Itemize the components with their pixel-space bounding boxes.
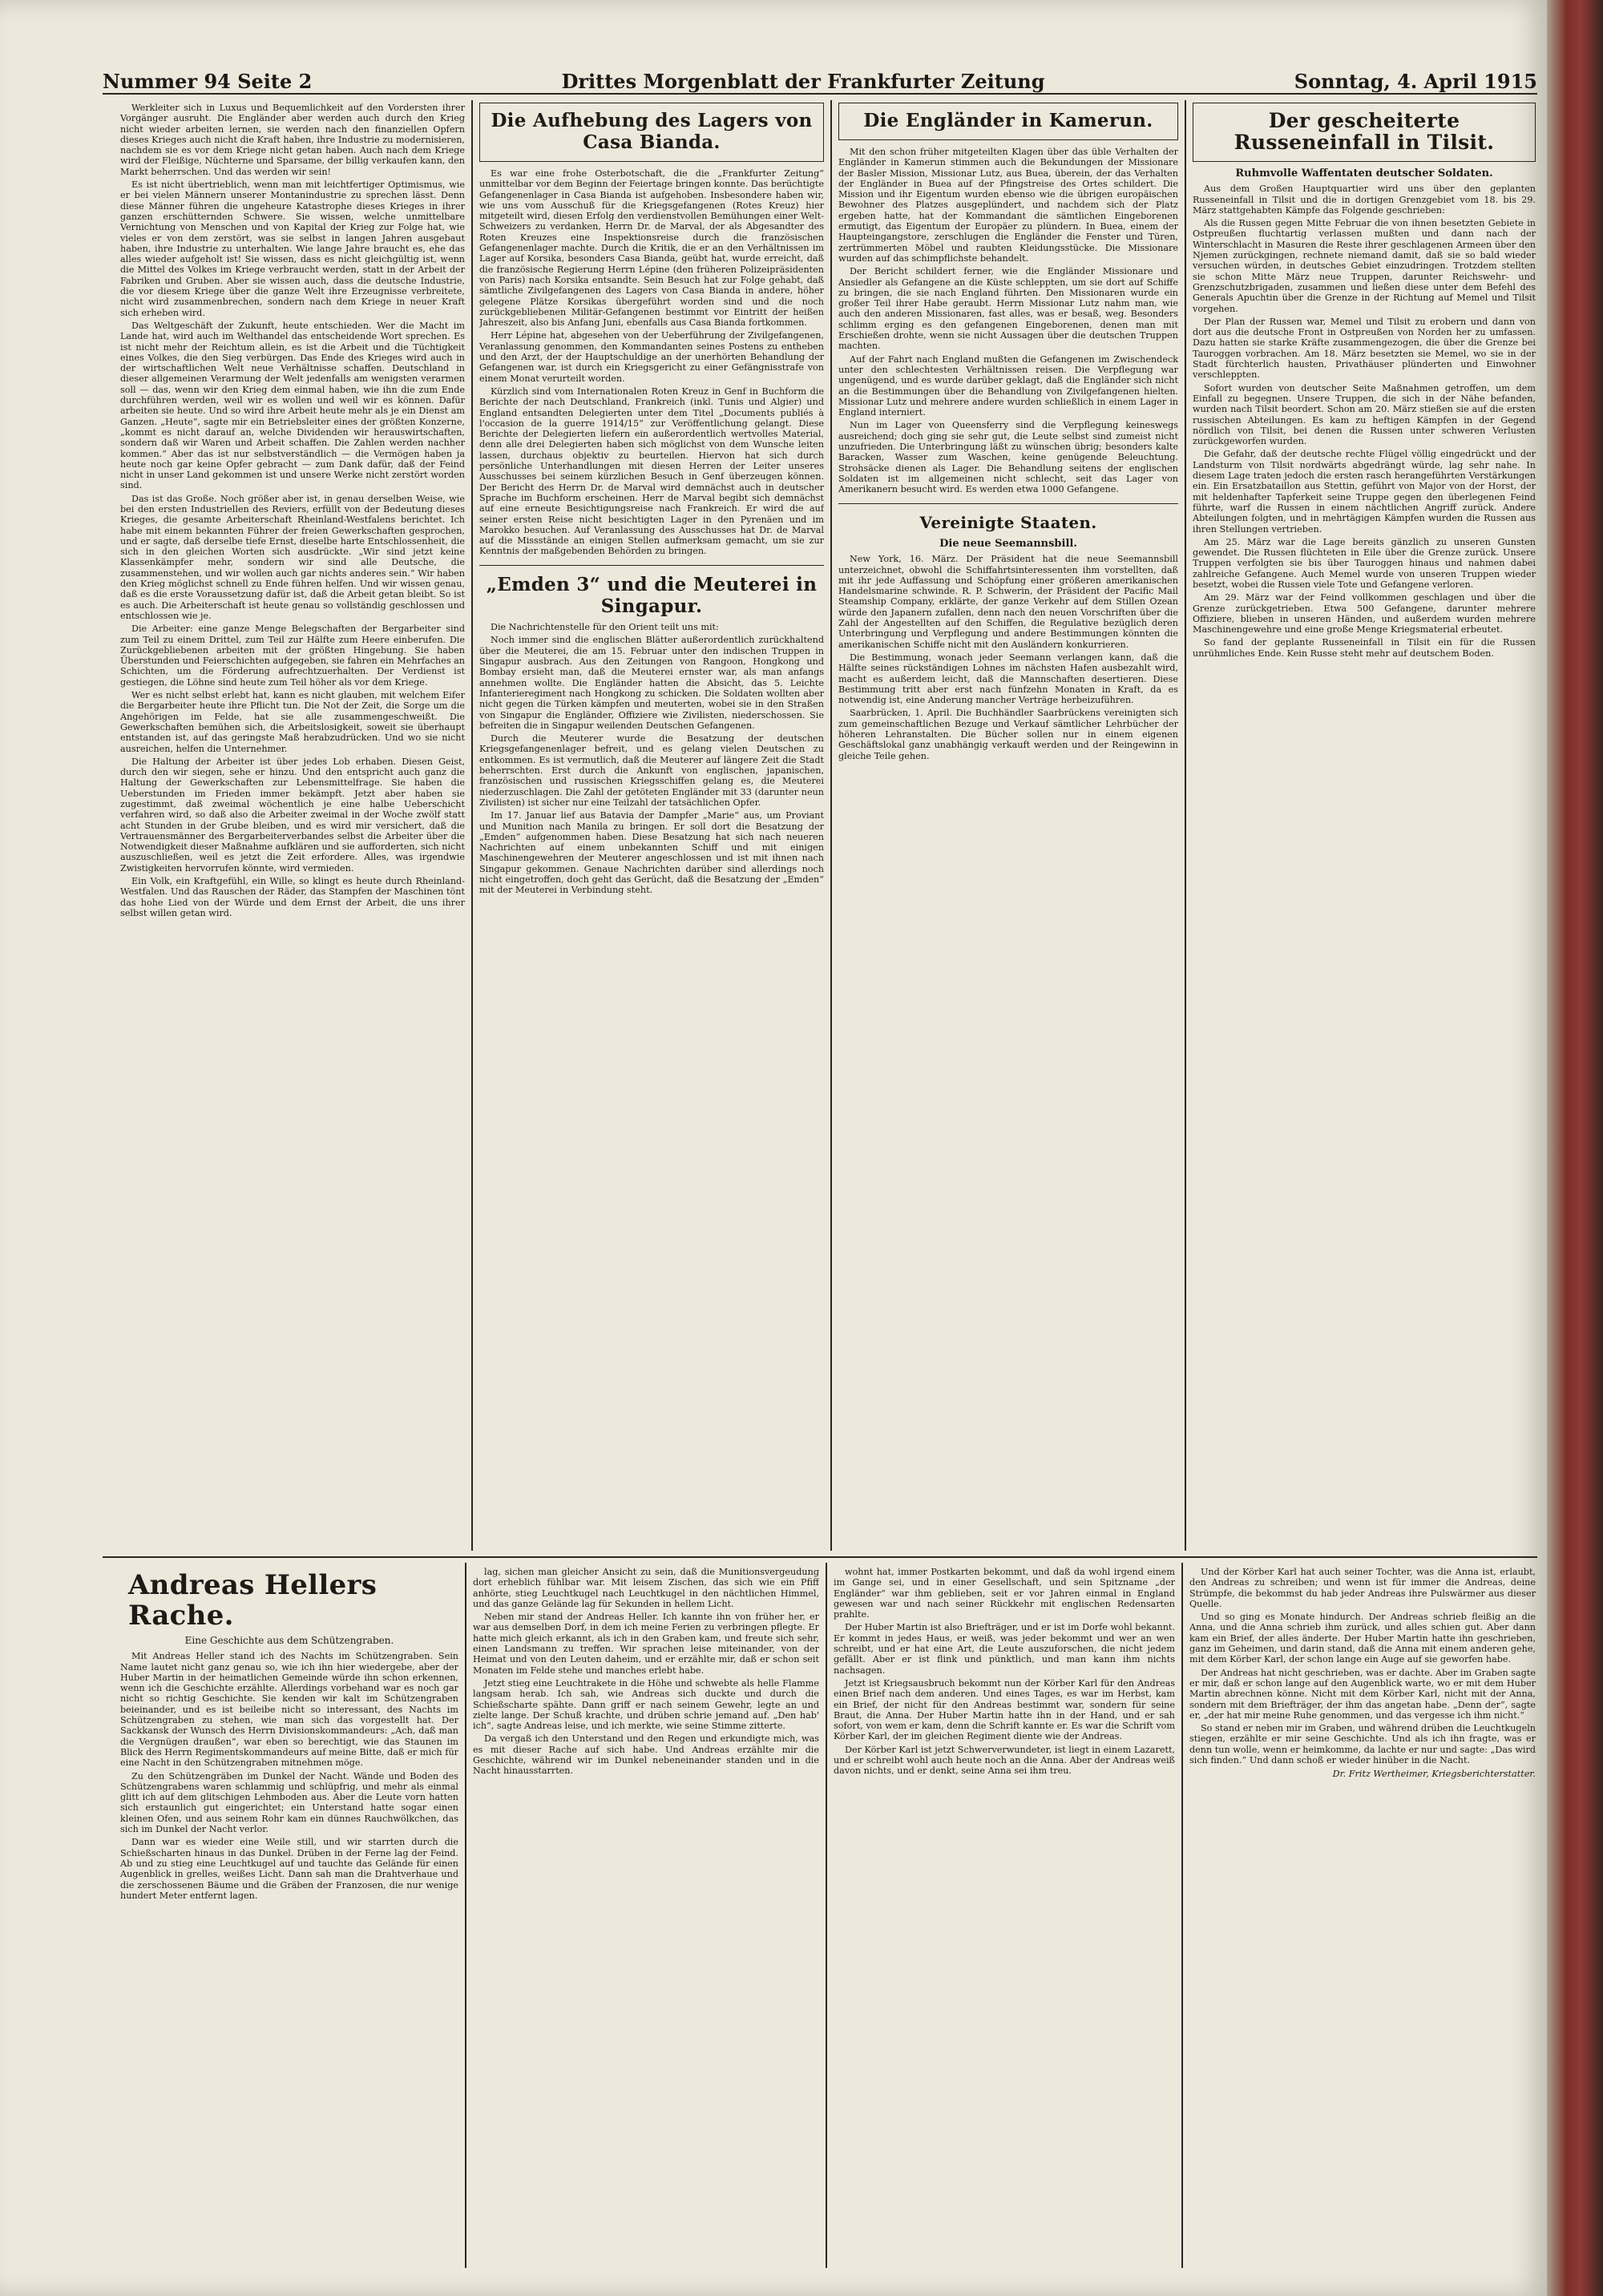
paragraph: wohnt hat, immer Postkarten bekommt, und daß da wohl irgend einem im Gange sei, und in einer Gesellschaft, und sein Spitzname „der Engländer“ war ihm geblieben, seit er vor Jahren einmal in England gewesen war und nach seiner Rückkehr mit englischen Redensarten prahlte. [834, 1567, 1175, 1620]
paragraph: lag, sichen man gleicher Ansicht zu sein, daß die Munitionsvergeudung dort erheblich fühlbar war. Mit leisem Zischen, das sich wie ein Pfiff anhörte, stieg Leuchtkugel nach Leuchtkugel in den nächtlichen Himmel, und das ganze Gelände lag für Sekunden in hellem Licht. [473, 1567, 819, 1609]
paragraph: Die Bestimmung, wonach jeder Seemann verlangen kann, daß die Hälfte seines rückständigen Lohnes im nächsten Hafen ausbezahlt wird, macht es außerdem leicht, daß die Mannschaften desertieren. Diese Bestimmung tritt aber erst nach fünfzehn Monaten in Kraft, da es notwendig ist, eine Anderung mancher Verträge herbeizuführen. [838, 652, 1178, 706]
article-subhead: Die neue Seemannsbill. [939, 538, 1077, 550]
paragraph: Mit den schon früher mitgeteilten Klagen über das üble Verhalten der Engländer in Kamerun stimmen auch die Bekundungen der Missionare der Basler Mission, Missionar Lutz, aus Buea, überein, der das Verhalten der Engländer in Buea auf der Pfingstreise des Ortes schildert. Die Mission und ihr Eigentum wurden ebenso wie die übrigen europäischen Bewohner des Platzes ausgeplündert, und nachdem sich der Platz ergeben hatte, hat der Kommandant die sämtlichen Eingeborenen ermutigt, das Eigentum der Europäer zu plündern. In Buea, einem der Haupteingangstore, zerschlugen die Engländer die Fenster und Türen, zertrümmerten Möbel und raubten Kleidungsstücke. Die Missionare wurden auf das schimpflichste behandelt. [838, 147, 1178, 264]
feuilleton-column-3 [834, 1567, 1175, 2264]
paragraph: Mit Andreas Heller stand ich des Nachts im Schützengraben. Sein Name lautet nicht ganz genau so, wie ich ihn hier wiedergebe, aber der Huber Martin in der heimatlichen Gemeinde würde ihn schon erkennen, wenn ich die Geschichte erzählte. Allerdings vorbehand war es noch gar nicht so richtig Geschichte. Sie kenden wir kalt im Schützengraben beieinander, und es ist beileibe nicht so interessant, des Nachts im Schützengraben zu stehen, wie man sich das vorgestellt hat. Der Sackkansk der Wunsch des Herrn Divisionskommandeurs: „Ach, daß man die Vergnügen draußen“, war eben so berechtigt, wie das Staunen im Blick des Herrn Regimentskommandeurs auf meine Bitte, daß er mich für eine Nacht in den Schützengraben mitnehmen möge. [120, 1651, 458, 1769]
paragraph: Aus dem Großen Hauptquartier wird uns über den geplanten Russeneinfall in Tilsit und die in dortigen Grenzgebiet vom 18. bis 29. März stattgehabten Kämpfe das Folgende geschrieben: [1193, 184, 1536, 216]
paragraph: Wer es nicht selbst erlebt hat, kann es nicht glauben, mit welchem Eifer die Bergarbeiter heute ihre Pflicht tun. Die Not der Zeit, die Sorge um die Angehörigen im Felde, hat sie alle zusammengeschweißt. Die Gewerkschaften bemühen sich, die Arbeitslosigkeit, soweit sie überhaupt entstanden ist, auf das geringste Maß herabzudrücken. Und wo sie nicht ausreichen, helfen die Unternehmer. [120, 690, 465, 754]
column-1 [120, 103, 465, 1545]
article-subhead: Ruhmvolle Waffentaten deutscher Soldaten. [1235, 167, 1493, 180]
article-headline: Der gescheiterte Russeneinfall in Tilsit. [1234, 109, 1495, 154]
column-rule [830, 100, 832, 1551]
paragraph: Durch die Meuterer wurde die Besatzung der deutschen Kriegsgefangenenlager befreit, und es gelang vielen Deutschen zu entkommen. Es ist vermutlich, daß die Meuterer auf längere Zeit die Stadt beherrschten. Erst durch die Ankunft von englischen, japanischen, französischen und russischen Kriegsschiffen gelang es, die Meuterei niederzuschlagen. Die Zahl der getöteten Engländer mit 33 (darunter neun Zivilisten) ist sicher nur eine Teilzahl der tatsächlichen Opfer. [479, 733, 824, 808]
paragraph: Der Plan der Russen war, Memel und Tilsit zu erobern und dann von dort aus die deutsche Front in Ostpreußen von Norden her zu umfassen. Dazu hatten sie starke Kräfte zusammengezogen, die über die Grenze bei Tauroggen vorbrachen. Am 18. März besetzten sie Memel, wo sie in der Stadt fürchterlich hausten, Privathäuser plünderten und Einwohner verschleppten. [1193, 316, 1536, 381]
article-headline: „Emden 3“ und die Meuterei in Singapur. [486, 574, 818, 618]
paragraph: Zu den Schützengräben im Dunkel der Nacht. Wände und Boden des Schützengrabens waren schlammig und schlüpfrig, und mehr als einmal glitt ich auf dem glitschigen Lehmboden aus. Aber die Leute vorn hatten sich erstaunlich gut eingerichtet; ein Unterstand hatte sogar einen kleinen Ofen, und aus seinem Rohr kam ein dünnes Rauchwölkchen, das sich im Dunkel der Nacht verlor. [120, 1770, 458, 1835]
paragraph: New York, 16. März. Der Präsident hat die neue Seemannsbill unterzeichnet, obwohl die Schiffahrtsinteressenten ihm vorstellten, daß mit ihr jede Auffassung und Schöpfung einer größeren amerikanischen Handelsmarine schwinde. R. P. Schwerin, der Präsident der Pacific Mail Steamship Company, erklärte, der ganze Verkehr auf dem Stillen Ozean würde den Japanern zufallen, denn nach den neuen Vorschriften über die Zahl der Angestellten auf den Schiffen, die Regulative bezüglich deren Unterbringung und Verpflegung und andere Bestimmungen könnten die amerikanischen Schiffe nicht mit den Ausländern konkurrieren. [838, 554, 1178, 650]
masthead [103, 64, 1537, 95]
feuilleton-column-2 [473, 1567, 819, 2264]
paragraph: So stand er neben mir im Graben, und während drüben die Leuchtkugeln stiegen, erzählte er mir seine Geschichte. Und als ich ihn fragte, was er denn tun wolle, wenn er heimkomme, da lachte er nur und sagte: „Das wird sich finden.“ Und dann schoß er wieder hinüber in die Nacht. [1189, 1723, 1536, 1766]
author-signature: Dr. Fritz Wertheimer, Kriegsberichterstatter. [1332, 1769, 1536, 1780]
feuilleton-subhead: Eine Geschichte aus dem Schützengraben. [184, 1635, 394, 1646]
paragraph: Jetzt ist Kriegsausbruch bekommt nun der Körber Karl für den Andreas einen Brief nach dem anderen. Und eines Tages, es war im Herbst, kam ein Brief, der nicht für den Andreas bestimmt war, sondern für seine Braut, die Anna. Der Huber Martin hatte ihn in der Hand, und er sah sofort, von wem er kam, denn die Schrift kannte er. Es war die Schrift vom Körber Karl, der im gleichen Regiment diente wie der Andreas. [834, 1677, 1175, 1742]
paragraph: Am 25. März war die Lage bereits gänzlich zu unseren Gunsten gewendet. Die Russen flüchteten in Eile über die Grenze zurück. Unsere Truppen verfolgten sie bis über Tauroggen hinaus und nahmen dabei zahlreiche Gefangene. Auch Memel wurde von unseren Truppen wieder besetzt, wobei die Russen viele Tote und Gefangene verloren. [1193, 536, 1536, 590]
book-binding-edge [1547, 0, 1603, 2296]
article-headline-box [838, 103, 1178, 140]
paragraph: So fand der geplante Russeneinfall in Tilsit ein für die Russen unrühmliches Ende. Kein Russe steht mehr auf deutschem Boden. [1193, 637, 1536, 659]
paragraph: Der Andreas hat nicht geschrieben, was er dachte. Aber im Graben sagte er mir, daß er schon lange auf den Augenblick warte, wo er mit dem Huber Martin abrechnen könne. Nicht mit dem Körber Karl, nicht mit der Anna, sondern mit dem Briefträger, der ihm das angetan habe. „Denn der“, sagte er, „der hat mir meine Ruhe genommen, und das vergesse ich ihm nicht.“ [1189, 1667, 1536, 1721]
paragraph: Das ist das Große. Noch größer aber ist, in genau derselben Weise, wie bei den ersten Industriellen des Reviers, erfüllt von der Bedeutung dieses Krieges, die gesamte Arbeiterschaft Rheinland-Westfalens berichtet. Ich habe mit einem bekannten Führer der freien Gewerkschaften gesprochen, und er sagte, daß derselbe tiefe Ernst, dieselbe harte Entschlossenheit, die sich in den gleichen Worten sich ausdrückte. „Wir sind jetzt keine Klassenkämpfer mehr, sondern wir sind alle Deutsche, die zusammenstehen, und wir wollen auch gar nichts anderes sein.“ Wir haben den Krieg möglichst schnell zu Ende führen helfen. Und wir wissen genau, daß es die erste Voraussetzung dafür ist, daß die Arbeit getan bleibt. So ist es auch. Die Arbeiterschaft ist heute genau so vollständig geschlossen und entschlossen wie je. [120, 493, 465, 621]
feuilleton-column-1 [120, 1567, 458, 2264]
paragraph: Neben mir stand der Andreas Heller. Ich kannte ihn von früher her, er war aus demselben Dorf, in dem ich meine Ferien zu verbringen pflegte. Er hatte mich gleich erkannt, als ich in den Graben kam, und freute sich sehr, einen Landsmann zu treffen. Wir sprachen leise miteinander, von der Heimat und von den Leuten daheim, und er erzählte mir, daß er schon seit Monaten im Felde stehe und manches erlebt habe. [473, 1612, 819, 1676]
paragraph: Der Bericht schildert ferner, wie die Engländer Missionare und Ansiedler als Gefangene an die Küste schleppten, um sie dort auf Schiffe zu bringen, die sie nach England führten. Den Missionaren wurde ein großer Teil ihrer Habe geraubt. Herrn Missionar Lutz nahm man, wie auch den anderen Missionaren, fast alles, was er besaß, weg. Besonders schlimm erging es den gefangenen Eingeborenen, denen man mit Erschießen drohte, wenn sie nicht Aussagen über die deutschen Truppen machten. [838, 266, 1178, 352]
issue-date: Sonntag, 4. April 1915 [1294, 70, 1537, 93]
paragraph: Auf der Fahrt nach England mußten die Gefangenen im Zwischendeck unter den schlechtesten Verhältnissen reisen. Die Verpflegung war ungenügend, und es wurde darüber geklagt, daß die Engländer sich nicht an die Bestimmungen über die Behandlung von Zivilgefangenen hielten. Missionar Lutz und mehrere andere wurden schließlich in einem Lager in England interniert. [838, 353, 1178, 418]
paragraph: Das Weltgeschäft der Zukunft, heute entschieden. Wer die Macht im Lande hat, wird auch im Welthandel das entscheidende Wort sprechen. Es ist nicht mehr der Reichtum allein, es ist die Arbeit und die Tüchtigkeit eines Volkes, die den Sieg verbürgen. Das Ende des Krieges wird auch in der wirtschaftlichen Welt neue Verhältnisse schaffen. Deutschland in dieser allgemeinen Verarmung der Welt jedenfalls am wenigsten verarmen soll — das, wenn wir den Krieg dem einmal haben, wie ihn die zum Ende durchführen werden, weil wir es wollen und weil wir es können. Dafür arbeiten sie heute. Und so wird ihre Arbeit heute mehr als je ein Dienst am Ganzen. „Heute“, sagte mir ein Betriebsleiter eines der größten Konzerne, „kommt es nicht darauf an, welche Dividenden wir herauswirtschaften, sondern daß wir Waren und Arbeit schaffen. Die Zahlen werden nachher kommen.“ Aber das ist nur selbstverständlich — die Vermögen haben ja heute noch gar keine Opfer gebracht — zum Dank dafür, daß der Feind nicht in unser Land gekommen ist und unsere Werke nicht zerstört worden sind. [120, 320, 465, 491]
article-separator [479, 565, 824, 567]
article-headline: Vereinigte Staaten. [919, 513, 1097, 532]
column-4 [1193, 103, 1536, 1545]
column-3 [838, 103, 1178, 1545]
newspaper-edition: Drittes Morgenblatt der Frankfurter Zeitung [561, 70, 1045, 93]
paragraph: Da vergaß ich den Unterstand und den Regen und erkundigte mich, was es mit dieser Rache auf sich habe. Und Andreas erzählte mir die Geschichte, während wir im Dunkel nebeneinander standen und in die Nacht hinausstarrten. [473, 1733, 819, 1777]
paragraph: Ein Volk, ein Kraftgefühl, ein Wille, so klingt es heute durch Rheinland-Westfalen. Und das Rauschen der Räder, das Stampfen der Maschinen tönt das hohe Lied von der Würde und dem Ernst der Arbeit, die uns ihrer selbst willen getan wird. [120, 876, 465, 918]
article-separator [838, 503, 1178, 505]
paragraph: Sofort wurden von deutscher Seite Maßnahmen getroffen, um dem Einfall zu begegnen. Unsere Truppen, die sich in der Nähe befanden, wurden nach Tilsit beordert. Schon am 20. März stießen sie auf die ersten russischen Abteilungen. Es kam zu heftigen Kämpfen in der Gegend nördlich von Tilsit, bei denen die Russen unter schweren Verlusten zurückgeworfen wurden. [1193, 382, 1536, 447]
article-headline-box [479, 103, 824, 162]
article-headline: Die Aufhebung des Lagers von Casa Bianda. [491, 110, 813, 153]
issue-number: Nummer 94 Seite 2 [103, 70, 313, 93]
paragraph: Die Nachrichtenstelle für den Orient teilt uns mit: [491, 622, 719, 633]
paragraph: Am 29. März war der Feind vollkommen geschlagen und über die Grenze zurückgetrieben. Etwa 500 Gefangene, darunter mehrere Offiziere, blieben in unseren Händen, und außerdem wurden mehrere Maschinengewehre und eine große Menge Kriegsmaterial erbeutet. [1193, 592, 1536, 636]
paragraph: Der Huber Martin ist also Briefträger, und er ist im Dorfe wohl bekannt. Er kommt in jedes Haus, er weiß, was jeder bekommt und wer an wen schreibt, und er hat eine Art, die Leute auszuforschen, die nicht jedem gefällt. Aber er ist flink und pünktlich, und man kann ihm nichts nachsagen. [834, 1622, 1175, 1676]
paragraph: Die Haltung der Arbeiter ist über jedes Lob erhaben. Diesen Geist, durch den wir siegen, sehe er hinzu. Und den entspricht auch ganz die Haltung der Gewerkschaften zur Lebensmittelfrage. Sie haben die Ueberstunden im Frieden immer bekämpft. Jetzt aber haben sie zugestimmt, daß zweimal wöchentlich je eine halbe Ueberschicht verfahren wird, so daß also die Arbeiter zweimal in der Woche zwölf statt acht Stunden in der Grube bleiben, und es wird mir versichert, daß die Vertrauensmänner des Bergarbeiterverbandes selbst die Arbeiter über die Notwendigkeit dieser Maßnahme aufklären und sie aufforderten, sich nicht auszuschließen, weil es jetzt die Zeit erfordere. Alles, was irgendwie Zwistigkeiten hervorrufen könnte, wird vermieden. [120, 756, 465, 874]
paragraph: Es ist nicht übertrieblich, wenn man mit leichtfertiger Optimismus, wie er bei vielen Männern unserer Montanindustrie zu sprechen lässt. Denn diese Männer führen die ungeheure Katastrophe dieses Krieges in ihrer ganzen erschütternden Schwere. Sie wissen, welche unmittelbare Vernichtung von Menschen und von Kapital der Krieg zur Folge hat, wie vieles er von dem zerstört, was sie selbst in langen Jahren ausgebaut haben, ihre Industrie zu unterhalten. Wie lange Jahre braucht es, ehe das alles wieder aufgeholt ist! Sie wissen, dass es nicht gleichgültig ist, wenn die Mittel des Volkes im Kriege verbraucht werden, statt in der Arbeit der Fabriken und Gruben. Aber sie wissen auch, dass die deutsche Industrie, die vor diesem Kriege über die ganze Welt ihre Erzeugnisse verbreitete, nicht wird zusammenbrechen, sondern nach dem Kriege in neuer Kraft sich erheben wird. [120, 180, 465, 318]
paragraph: Dann war es wieder eine Weile still, und wir starrten durch die Schießscharten hinaus in das Dunkel. Drüben in der Ferne lag der Feind. Ab und zu stieg eine Leuchtkugel auf und tauchte das Gelände für einen Augenblick in grelles, weißes Licht. Dann sah man die Drahtverhaue und die zerschossenen Bäume und die Gräben der Franzosen, die nur wenige hundert Meter entfernt lagen. [120, 1837, 458, 1901]
column-rule [465, 1563, 466, 2268]
paragraph: Und der Körber Karl hat auch seiner Tochter, was die Anna ist, erlaubt, den Andreas zu schreiben; und wenn ist für immer die Andreas, deine Strümpfe, die bekommst du hab jeder Andreas ihre Pulswärmer aus dieser Quelle. [1189, 1567, 1536, 1609]
paragraph: Die Gefahr, daß der deutsche rechte Flügel völlig eingedrückt und der Landsturm von Tilsit nordwärts abgedrängt würde, lag sehr nahe. In diesem Lage traten jedoch die ersten rasch herangeführten Verstärkungen ein. Ein Ersatzbataillon aus Stettin, geführt von Major von der Horst, der mit heldenhafter Tapferkeit seine Truppe gegen den überlegenen Feind führte, warf die Russen in einem nächtlichen Angriff zurück. Andere Abteilungen folgten, und in mehrtägigen Kämpfen wurden die Russen aus ihren Stellungen vertrieben. [1193, 449, 1536, 535]
paragraph: Die Arbeiter: eine ganze Menge Belegschaften der Bergarbeiter sind zum Teil zu einem Drittel, zum Teil zur Hälfte zum Heere einberufen. Die Zurückgebliebenen arbeiten mit der größten Hingebung. Sie haben Überstunden und Feierschichten aufgegeben, sie fahren ein Mehrfaches an Schichten, um die Förderung aufrechtzuerhalten. Der Verdienst ist gestiegen, die Löhne sind heute zum Teil höher als vor dem Kriege. [120, 623, 465, 688]
article-headline-box [1193, 103, 1536, 162]
column-2 [479, 103, 824, 1545]
feuilleton-headline: Andreas Hellers Rache. [128, 1569, 378, 1632]
paragraph: Werkleiter sich in Luxus und Bequemlichkeit auf den Vordersten ihrer Vorgänger ausruht. Die Engländer aber werden auch durch den Krieg nicht wieder arbeiten lernen, sie werden nach den finanziellen Opfern dieses Krieges auch nicht die Kraft haben, ihre Industrie zu modernisieren, nachdem sie es vor dem Kriege nicht getan haben. Auch nach dem Kriege wird der Fleißige, Nüchterne und Sparsame, der billig verkaufen kann, den Markt beherrschen. Und das werden wir sein! [120, 103, 465, 177]
paragraph: Und so ging es Monate hindurch. Der Andreas schrieb fleißig an die Anna, und die Anna schrieb ihm zurück, und alles schien gut. Aber dann kam ein Brief, der alles änderte. Der Huber Martin hatte ihn geschrieben, ganz im Geheimen, und darin stand, daß die Anna mit einem anderen gehe, mit dem Körber Karl, der schon lange ein Auge auf sie geworfen habe. [1189, 1612, 1536, 1665]
column-rule [1181, 1563, 1183, 2268]
paragraph: Noch immer sind die englischen Blätter außerordentlich zurückhaltend über die Meuterei, die am 15. Februar unter den indischen Truppen in Singapur ausbrach. Aus den Zeitungen von Rangoon, Hongkong und Bombay ersieht man, daß die Meuterei ernster war, als man anfangs annehmen wollte. Die Engländer hatten die Absicht, das 5. Leichte Infanterieregiment nach Hongkong zu schicken. Die Soldaten wollten aber nicht gegen die Türken kämpfen und meuterten, wobei sie in den Straßen von Singapur die Engländer, Offiziere wie Zivilisten, niederschossen. Sie befreiten die in Singapur weilenden Deutschen Gefangenen. [479, 635, 824, 731]
paragraph: Im 17. Januar lief aus Batavia der Dampfer „Marie“ aus, um Proviant und Munition nach Manila zu bringen. Er soll dort die Besatzung der „Emden“ aufgenommen haben. Diese Besatzung hat sich nach neueren Nachrichten auf einem unbekannten Schiff und mit einigen Maschinengewehren der Meuterer angeschlossen und ist mit ihnen nach Singapur gekommen. Genaue Nachrichten darüber sind allerdings noch nicht eingetroffen, doch geht das Gerücht, daß die Besatzung der „Emden“ mit der Meuterei in Verbindung steht. [479, 810, 824, 896]
article-headline: Die Engländer in Kamerun. [863, 110, 1153, 131]
column-rule [1185, 100, 1186, 1551]
feuilleton-divider [103, 1556, 1537, 1558]
paragraph: Herr Lépine hat, abgesehen von der Ueberführung der Zivilgefangenen, Veranlassung genommen, den Kommandanten seines Postens zu entheben und den Arzt, der der Hauptschuldige an der unerhörten Behandlung der Gefangenen war, ist durch ein Kriegsgericht zu einer Gefängnisstrafe von einem Monat verurteilt worden. [479, 330, 824, 384]
paragraph: Nun im Lager von Queensferry sind die Verpflegung keineswegs ausreichend; doch ging sie sehr gut, die Leute selbst sind zumeist nicht unzufrieden. Die Unterbringung läßt zu wünschen übrig; besonders kalte Baracken, Wasser zum Waschen, keine genügende Beleuchtung. Strohsäcke dienen als Lager. Die Behandlung seitens der englischen Soldaten ist im allgemeinen nicht schlecht, seit das Lager von Amerikanern besucht wird. Es werden etwa 1000 Gefangene. [838, 420, 1178, 495]
paragraph: Als die Russen gegen Mitte Februar die von ihnen besetzten Gebiete in Ostpreußen fluchtartig verlassen mußten und dann nach der Winterschlacht in Masuren die Reste ihrer geschlagenen Armeen über den Njemen zurückgingen, rechnete niemand damit, daß sie so bald wieder versuchen würden, in deutsches Gebiet einzudringen. Trotzdem stellten sie schon Mitte März neue Truppen, darunter Reichswehr- und Grenzschutzbrigaden, zusammen und ließen diese unter dem Befehl des Generals Apuchtin über die Grenze in der Richtung auf Memel und Tilsit vorgehen. [1193, 218, 1536, 314]
paragraph: Der Körber Karl ist jetzt Schwerverwundeter, ist liegt in einem Lazarett, und er schreibt wohl auch heute noch an die Anna. Aber der Andreas weiß davon nichts, und er denkt, seine Anna sei ihm treu. [834, 1744, 1175, 1777]
paragraph: Jetzt stieg eine Leuchtrakete in die Höhe und schwebte als helle Flamme langsam herab. Ich sah, wie Andreas sich duckte und durch die Schießscharte spähte. Dann griff er nach seinem Gewehr, legte an und zielte lange. Der Schuß krachte, und drüben schrie jemand auf. „Den hab' ich“, sagte Andreas leise, und ich merkte, wie seine Stimme zitterte. [473, 1677, 819, 1732]
paragraph: Es war eine frohe Osterbotschaft, die die „Frankfurter Zeitung“ unmittelbar vor dem Beginn der Feiertage bringen konnte. Das berüchtigte Gefangenenlager in Casa Bianda ist aufgehoben. Insbesondere haben wir, wie uns vom Ausschuß für die Kriegsgefangenen (Rotes Kreuz) hier mitgeteilt wird, diesen Erfolg den verdienstvollen Bemühungen einer Welt-Schweizers zu verdanken, Herrn Dr. de Marval, der als Abgesandter des Roten Kreuzes eine Inspektionsreise durch die französischen Gefangenenlager machte. Durch die Kritik, die er an den Verhältnissen im Lager auf Korsika, besonders Casa Bianda, geübt hat, wurde erreicht, daß die französische Regierung Herrn Lépine (den früheren Polizeipräsidenten von Paris) nach Korsika entsandte. Sein Besuch hat zur Folge gehabt, daß sämtliche Zivilgefangenen des Lagers von Casa Bianda in andere, höher gelegene Plätze Korsikas übergeführt worden sind und die noch zurückgebliebenen Militär-Gefangenen bestimmt vor Eintritt der heißen Jahreszeit, also bis Anfang Juni, ebenfalls aus Casa Bianda fortkommen. [479, 168, 824, 329]
feuilleton-column-4 [1189, 1567, 1536, 2264]
paragraph: Saarbrücken, 1. April. Die Buchhändler Saarbrückens vereinigten sich zum gemeinschaftlichen Bezuge und Verkauf sämtlicher Lehrbücher der höheren Lehranstalten. Die Bücher sollen nur in einem eigenen Geschäftslokal ganz unabhängig verkauft werden und der Reingewinn in gleiche Teile gehen. [838, 708, 1178, 761]
column-rule [471, 100, 473, 1551]
column-rule [826, 1563, 827, 2268]
paragraph: Kürzlich sind vom Internationalen Roten Kreuz in Genf in Buchform die Berichte der nach Deutschland, Frankreich (inkl. Tunis und Algier) und England entsandten Delegierten unter dem Titel „Documents publiés à l'occasion de la guerre 1914/15“ zur Veröffentlichung gelangt. Diese Berichte der Delegierten liefern ein außerordentlich wertvolles Material, denn alle drei Delegierten haben sich möglichst von dem Wunsche leiten lassen, durchaus objektiv zu beurteilen. Hiervon hat sich durch persönliche Unterhandlungen mit diesen Herren der Leiter unseres Ausschusses bei seinem kürzlichen Besuch in Genf überzeugen können. Der Bericht des Herrn Dr. de Marval wird demnächst auch in deutscher Sprache im Buchform erscheinen. Herr de Marval begibt sich demnächst auf eine erneute Besichtigungsreise nach Frankreich. Er wird die auf seiner ersten Reise nicht besichtigten Lager in den Pyrenäen und im Marokko besuchen. Auf Veranlassung des Ausschusses hat Dr. de Marval auf die Missstände an einigen Stellen aufmerksam gemacht, um sie zur Kenntnis der maßgebenden Behörden zu bringen. [479, 385, 824, 557]
